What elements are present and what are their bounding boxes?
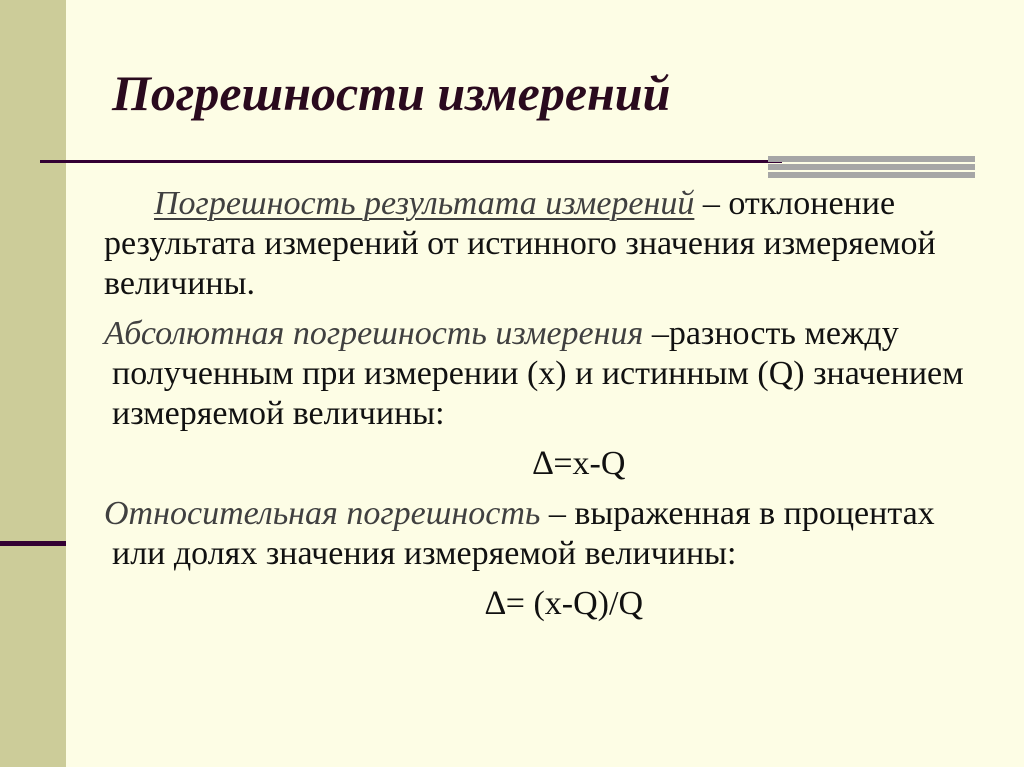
term-absolute-error: Абсолютная погрешность измерения xyxy=(104,315,652,352)
slide-body xyxy=(104,184,984,634)
gray-bar xyxy=(768,172,975,178)
gray-bar xyxy=(768,156,975,162)
decorative-gray-bars xyxy=(768,156,975,179)
definition-text: – выраженная в процентах или долях значения измеряемой величины: xyxy=(112,495,935,572)
definition-text: –разность между полученным при измерении (x) и истинным (Q) значением измеряемой величины: xyxy=(112,315,964,432)
title-underline-rule xyxy=(40,160,782,163)
term-measurement-error: Погрешность результата измерений xyxy=(154,185,695,222)
definition-text: – отклонение результата измерений от истинного значения измеряемой величины. xyxy=(104,185,936,302)
formula-absolute-error: ∆=x-Q xyxy=(532,445,626,482)
formula-relative-error: ∆= (x-Q)/Q xyxy=(485,585,643,622)
slide-title: Погрешности измерений xyxy=(112,65,671,121)
definition-measurement-error xyxy=(104,184,984,304)
term-relative-error: Относительная погрешность xyxy=(104,495,541,532)
gray-bar xyxy=(768,164,975,170)
left-decorative-band xyxy=(0,0,66,767)
definition-absolute-error xyxy=(104,314,984,434)
definition-relative-error xyxy=(104,494,984,574)
left-band-accent-line xyxy=(0,541,66,546)
